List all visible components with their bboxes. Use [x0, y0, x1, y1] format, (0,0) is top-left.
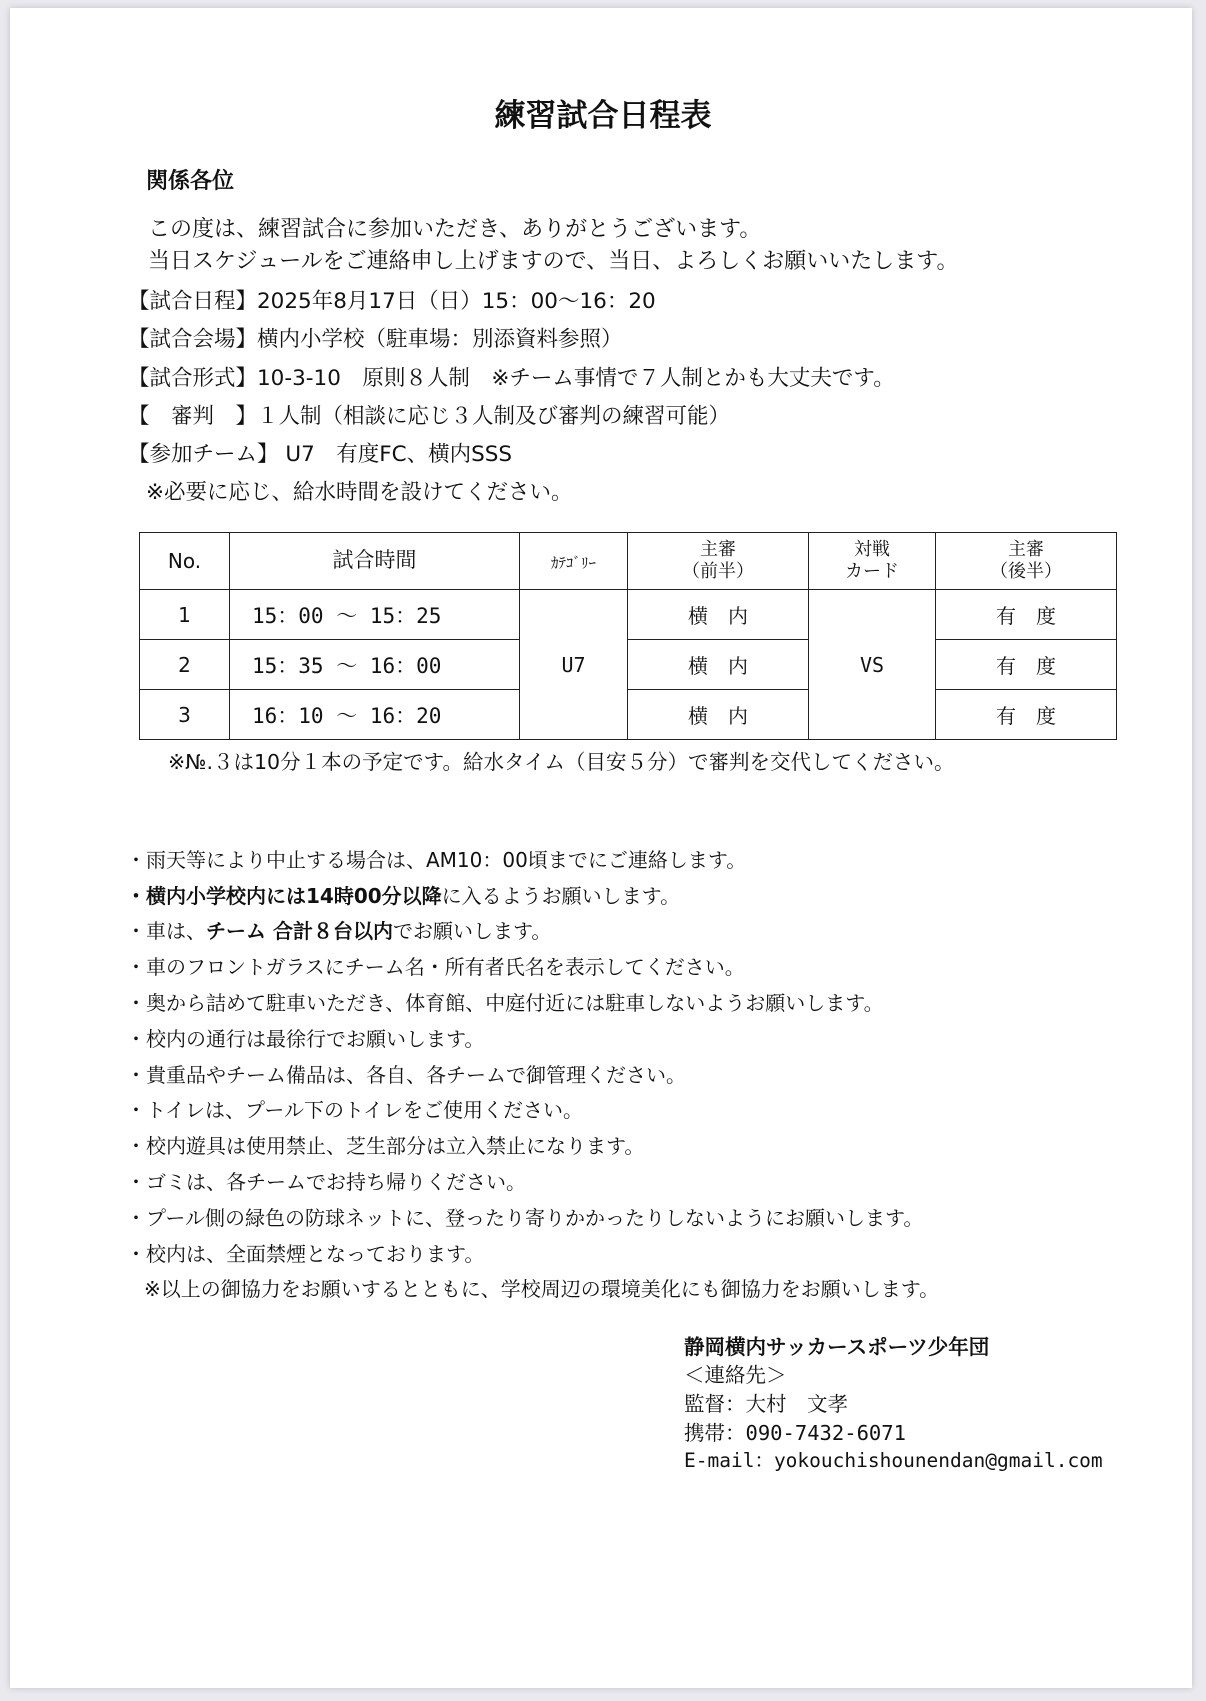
bullet-parking: ・奥から詰めて駐車いただき、体育館、中庭付近には駐車しないようお願いします。: [126, 991, 884, 1015]
row-ref2: 有 度: [936, 640, 1117, 690]
info-venue: 【試合会場】横内小学校（駐車場：別添資料参照）: [128, 327, 623, 352]
signature-email: E-mail：yokouchishounendan@gmail.com: [684, 1449, 1103, 1472]
row-ref1: 横 内: [628, 590, 809, 640]
table-row: [140, 590, 1117, 640]
row-time: 16：10 ～ 16：20: [230, 690, 520, 740]
bullet-toilet: ・トイレは、プール下のトイレをご使用ください。: [126, 1098, 583, 1122]
row-time: 15：35 ～ 16：00: [230, 640, 520, 690]
page-title: 練習試合日程表: [494, 98, 712, 134]
bullet-entry-time: [126, 880, 680, 909]
table-row: [140, 640, 1117, 690]
header-ref-first-half: [628, 533, 809, 590]
table-header-row: [140, 533, 1117, 590]
closing-note: ※以上の御協力をお願いするとともに、学校周辺の環境美化にも御協力をお願いします。: [144, 1277, 940, 1301]
header-ref2-line1: 主審: [1008, 539, 1044, 561]
bullet-slow: ・校内の通行は最徐行でお願いします。: [126, 1027, 485, 1051]
greeting-line-1: この度は、練習試合に参加いただき、ありがとうございます。: [148, 217, 762, 242]
table-note: ※№.３は10分１本の予定です。給水タイム（目安５分）で審判を交代してください。: [168, 750, 955, 774]
bullet-cars-rest: でお願いします。: [392, 919, 552, 943]
row-ref2: 有 度: [936, 590, 1117, 640]
bullet-no-smoking: ・校内は、全面禁煙となっております。: [126, 1242, 485, 1266]
bullet-valuables: ・貴重品やチーム備品は、各自、各チームで御管理ください。: [126, 1063, 686, 1087]
row-ref2: 有 度: [936, 690, 1117, 740]
bullet-entry-time-rest: に入るようお願いします。: [441, 884, 681, 908]
bullet-cars: [126, 915, 551, 944]
schedule-table: [139, 532, 1117, 740]
header-match-line2: カード: [845, 561, 899, 582]
bullet-rain: ・雨天等により中止する場合は、AM10：00頃までにご連絡します。: [126, 848, 747, 872]
header-category: [520, 533, 628, 590]
header-ref2-line2: （後半）: [990, 561, 1062, 582]
row-ref1: 横 内: [628, 640, 809, 690]
addressee: 関係各位: [146, 169, 235, 194]
water-note: ※必要に応じ、給水時間を設けてください。: [146, 480, 573, 505]
greeting-line-2: 当日スケジュールをご連絡申し上げますので、当日、よろしくお願いいたします。: [148, 249, 959, 274]
info-teams: 【参加チーム】 U7 有度FC、横内SSS: [128, 442, 513, 467]
signature-org: 静岡横内サッカースポーツ少年団: [684, 1335, 990, 1359]
bullet-trash: ・ゴミは、各チームでお持ち帰りください。: [126, 1170, 526, 1194]
category-cell: U7: [520, 590, 628, 740]
signature-contact-label: ＜連絡先＞: [684, 1363, 787, 1387]
row-no: 1: [140, 590, 230, 640]
header-time: 試合時間: [230, 533, 520, 590]
row-no: 3: [140, 690, 230, 740]
table-row: [140, 690, 1117, 740]
signature-mobile: 携帯：090-7432-6071: [684, 1421, 906, 1445]
header-ref-second-half: [936, 533, 1117, 590]
header-no: No.: [140, 533, 230, 590]
signature-coach: 監督：大村 文孝: [684, 1392, 848, 1416]
bullet-windshield: ・車のフロントガラスにチーム名・所有者氏名を表示してください。: [126, 955, 745, 979]
header-category-label: ｶﾃｺﾞﾘｰ: [550, 554, 596, 572]
info-format: 【試合形式】10-3-10 原則８人制 ※チーム事情で７人制とかも大丈夫です。: [128, 366, 895, 391]
bullet-entry-time-bold: ・横内小学校内には14時00分以降: [126, 884, 442, 908]
header-match-line1: 対戦: [854, 539, 890, 561]
header-match: [809, 533, 936, 590]
match-cell: VS: [809, 590, 936, 740]
bullet-playground: ・校内遊具は使用禁止、芝生部分は立入禁止になります。: [126, 1134, 645, 1158]
header-ref1-line1: 主審: [700, 539, 736, 561]
row-ref1: 横 内: [628, 690, 809, 740]
info-schedule: 【試合日程】2025年8月17日（日）15：00～16：20: [128, 289, 656, 314]
bullet-cars-bold: チーム 合計８台以内: [206, 919, 393, 943]
info-referee: 【 審判 】１人制（相談に応じ３人制及び審判の練習可能）: [128, 404, 731, 429]
row-time: 15：00 ～ 15：25: [230, 590, 520, 640]
header-ref1-line2: （前半）: [682, 561, 754, 582]
row-no: 2: [140, 640, 230, 690]
bullet-net: ・プール側の緑色の防球ネットに、登ったり寄りかかったりしないようにお願いします。: [126, 1206, 924, 1230]
bullet-cars-pre: ・車は、: [126, 919, 206, 943]
